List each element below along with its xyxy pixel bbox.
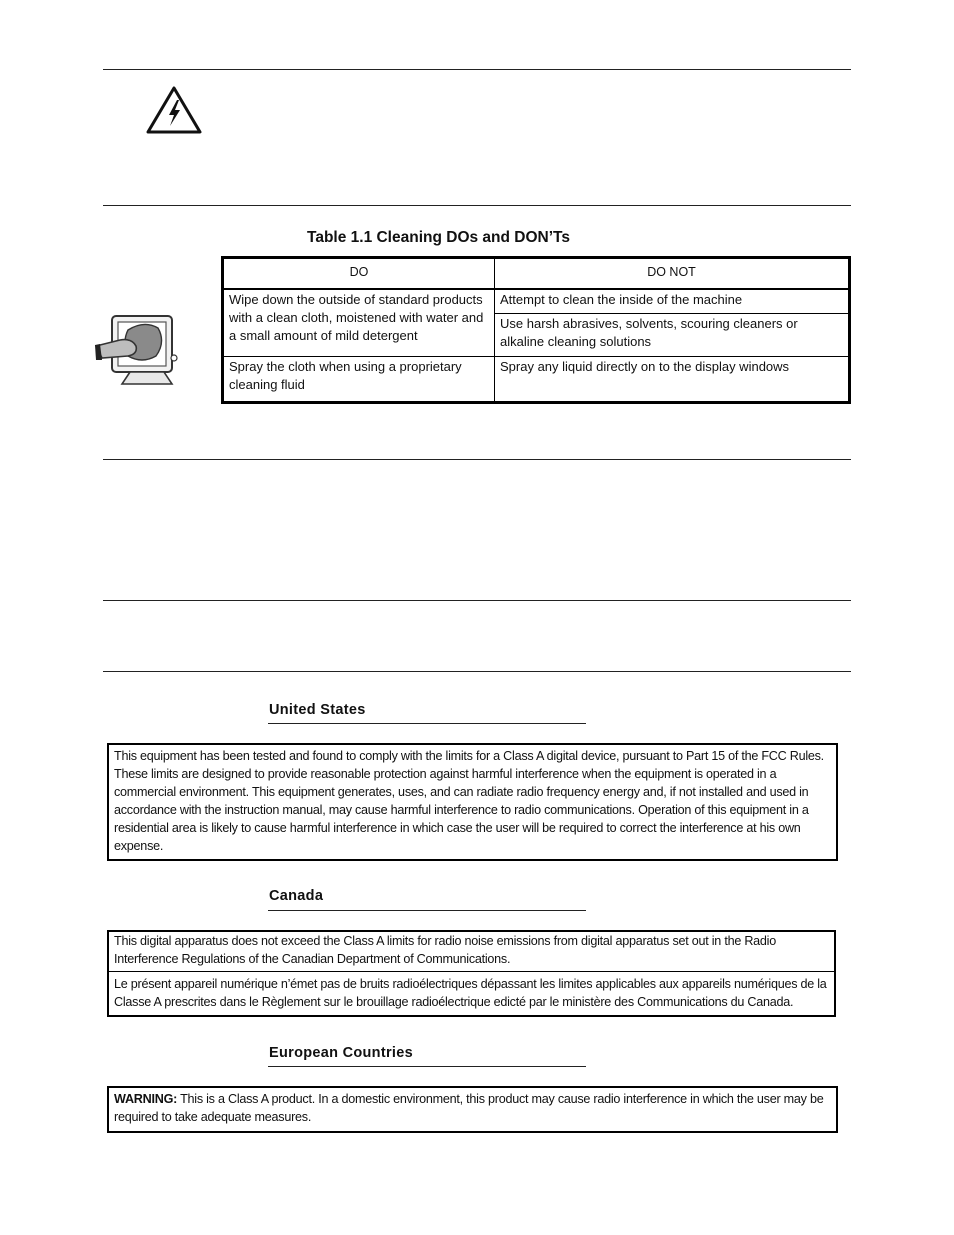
- do-not-cell: Spray any liquid directly on to the display windows: [495, 357, 850, 403]
- header-do: DO: [223, 258, 495, 290]
- do-cell: Spray the cloth when using a proprietary cleaning fluid: [223, 357, 495, 403]
- canada-notice-box: [107, 930, 836, 1017]
- section-divider: [103, 459, 851, 460]
- european-countries-heading: European Countries: [269, 1045, 413, 1061]
- united-states-heading: United States: [269, 702, 366, 718]
- top-divider: [103, 69, 851, 70]
- section-divider: [103, 671, 851, 672]
- do-not-cell: Attempt to clean the inside of the machine: [495, 289, 850, 313]
- europe-notice-text: This is a Class A product. In a domestic environment, this product may cause radio interference in which the user may be required to take adequate measures.: [114, 1092, 824, 1124]
- fcc-notice-box: This equipment has been tested and found to comply with the limits for a Class A digital device, pursuant to Part 15 of the FCC Rules. These limits are designed to provide reasonable protection against harmful interference when the equipment is operated in a commercial environment. This equipment generates, uses, and can radiate radio frequency energy and, if not installed and used in accordance with the instruction manual, may cause harmful interference to radio communications. Operation of this equipment in a residential area is likely to cause harmful interference in which case the user will be required to correct the interference at his own expense.: [107, 743, 838, 861]
- table-row: [223, 289, 850, 313]
- table-caption: Table 1.1 Cleaning DOs and DON’Ts: [307, 229, 570, 246]
- canada-notice-english: This digital apparatus does not exceed the Class A limits for radio noise emissions from digital apparatus set out in the Radio Interference Regulations of the Canadian Department of Communications.: [114, 934, 776, 966]
- section-divider: [103, 205, 851, 206]
- header-do-not: DO NOT: [495, 258, 850, 290]
- heading-underline: [268, 723, 586, 724]
- cleaning-table: [221, 256, 851, 404]
- section-divider: [103, 600, 851, 601]
- heading-underline: [268, 910, 586, 911]
- warning-label: WARNING:: [114, 1092, 178, 1106]
- table-row: [223, 357, 850, 403]
- canada-notice-french: Le présent appareil numérique n’émet pas de bruits radioélectriques dépassant les limites applicables aux appareils numériques de la Classe A prescrites dans le Règlement sur le brouillage radioélectrique edicté par le ministère des Communications du Canada.: [109, 971, 834, 1014]
- canada-heading: Canada: [269, 888, 324, 904]
- monitor-cleaning-hand-icon: [92, 312, 182, 392]
- heading-underline: [268, 1066, 586, 1067]
- high-voltage-warning-icon: [146, 85, 202, 135]
- do-cell: Wipe down the outside of standard products with a clean cloth, moistened with water and a small amount of mild detergent: [223, 289, 495, 356]
- europe-notice-box: [107, 1086, 838, 1133]
- do-not-cell: Use harsh abrasives, solvents, scouring cleaners or alkaline cleaning solutions: [495, 313, 850, 356]
- table-header-row: [223, 258, 850, 290]
